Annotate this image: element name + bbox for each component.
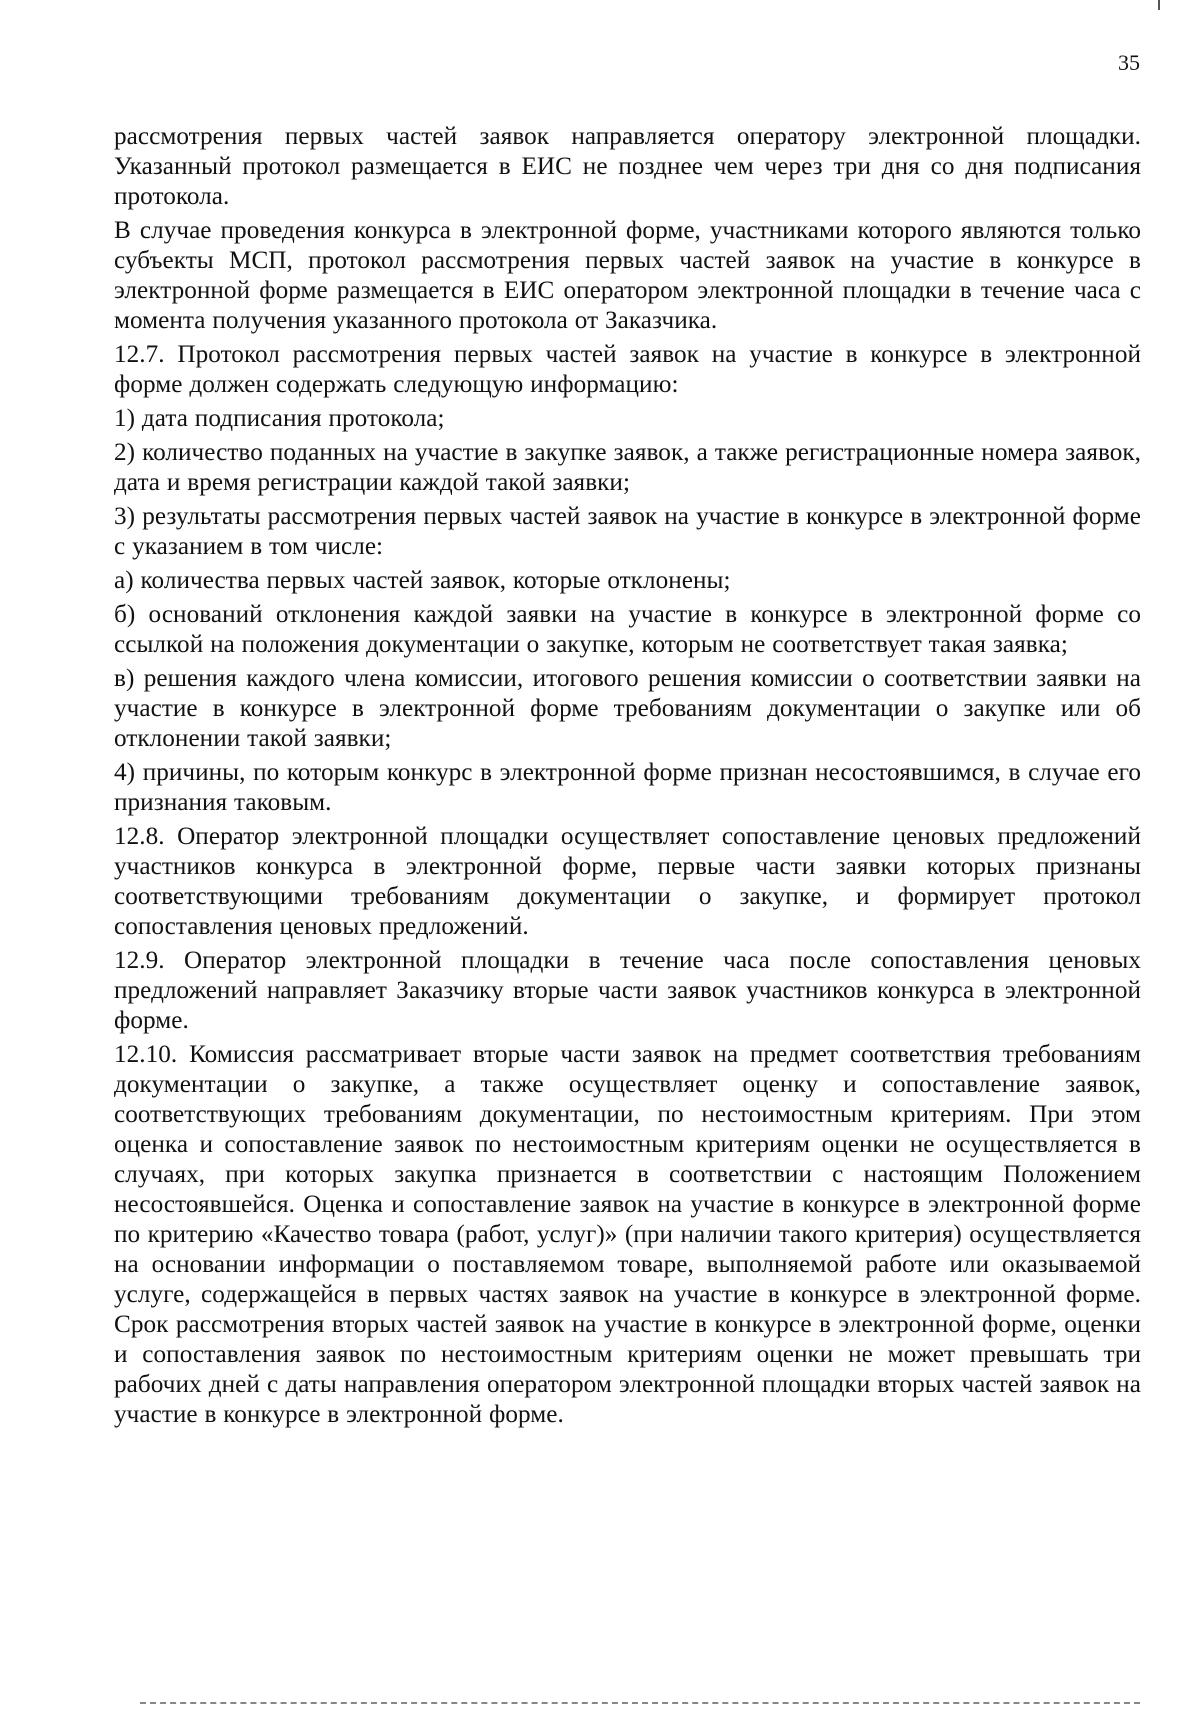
list-item-3: 3) результаты рассмотрения первых частей заявок на участие в конкурсе в электронной форме с указанием в том числе: xyxy=(114,503,1141,560)
list-item-3a: а) количества первых частей заявок, которые отклонены; xyxy=(114,567,731,594)
list-item-1: 1) дата подписания протокола; xyxy=(114,405,445,432)
scan-edge-mark xyxy=(1158,0,1160,10)
paragraph-12-7: 12.7. Протокол рассмотрения первых частей заявок на участие в конкурсе в электронной форме должен содержать следующую информацию: xyxy=(114,341,1141,398)
page-number: 35 xyxy=(1118,50,1140,75)
list-item-4: 4) причины, по которым конкурс в электронной форме признан несостоявшимся, в случае его признания таковым. xyxy=(114,759,1141,816)
paragraph-12-8: 12.8. Оператор электронной площадки осуществляет сопоставление ценовых предложений участников конкурса в электронной форме, первые части заявки которых признаны соответствующими требованиям документации о закупке, и формирует протокол сопоставления ценовых предложений. xyxy=(114,823,1141,940)
paragraph-12-10: 12.10. Комиссия рассматривает вторые части заявок на предмет соответствия требованиям документации о закупке, а также осуществляет оценку и сопоставление заявок, соответствующих требованиям документации, по нестоимостным критериям. При этом оценка и сопоставление заявок по нестоимостным критериям оценки не осуществляется в случаях, при которых закупка признается в соответствии с настоящим Положением несостоявшейся. Оценка и сопоставление заявок на участие в конкурсе в электронной форме по критерию «Качество товара (работ, услуг)» (при наличии такого критерия) осуществляется на основании информации о поставляемом товаре, выполняемой работе или оказываемой услуге, содержащейся в первых частях заявок на участие в конкурсе в электронной форме. Срок рассмотрения вторых частей заявок на участие в конкурсе в электронной форме, оценки и сопоставления заявок по нестоимостным критериям оценки не может превышать три рабочих дней с даты направления оператором электронной площадки вторых частей заявок на участие в конкурсе в электронной форме. xyxy=(114,1041,1141,1428)
paragraph-12-9: 12.9. Оператор электронной площадки в течение часа после сопоставления ценовых предложений направляет Заказчику вторые части заявок участников конкурса в электронной форме. xyxy=(114,947,1141,1034)
scan-bottom-line xyxy=(140,1702,1140,1704)
list-item-3v: в) решения каждого члена комиссии, итогового решения комиссии о соответствии заявки на участие в конкурсе в электронной форме требованиям документации о закупке или об отклонении такой заявки; xyxy=(114,665,1141,752)
paragraph-msp-case: В случае проведения конкурса в электронной форме, участниками которого являются только субъекты МСП, протокол рассмотрения первых частей заявок на участие в конкурсе в электронной форме размещается в ЕИС оператором электронной площадки в течение часа с момента получения указанного протокола от Заказчика. xyxy=(114,217,1141,334)
document-body xyxy=(114,122,1141,1434)
paragraph-protocol-sent: рассмотрения первых частей заявок направляется оператору электронной площадки. Указанный протокол размещается в ЕИС не позднее чем через три дня со дня подписания протокола. xyxy=(114,123,1141,210)
list-item-2: 2) количество поданных на участие в закупке заявок, а также регистрационные номера заявок, дата и время регистрации каждой такой заявки; xyxy=(114,439,1141,496)
list-item-3b: б) оснований отклонения каждой заявки на участие в конкурсе в электронной форме со ссылкой на положения документации о закупке, которым не соответствует такая заявка; xyxy=(114,601,1141,658)
